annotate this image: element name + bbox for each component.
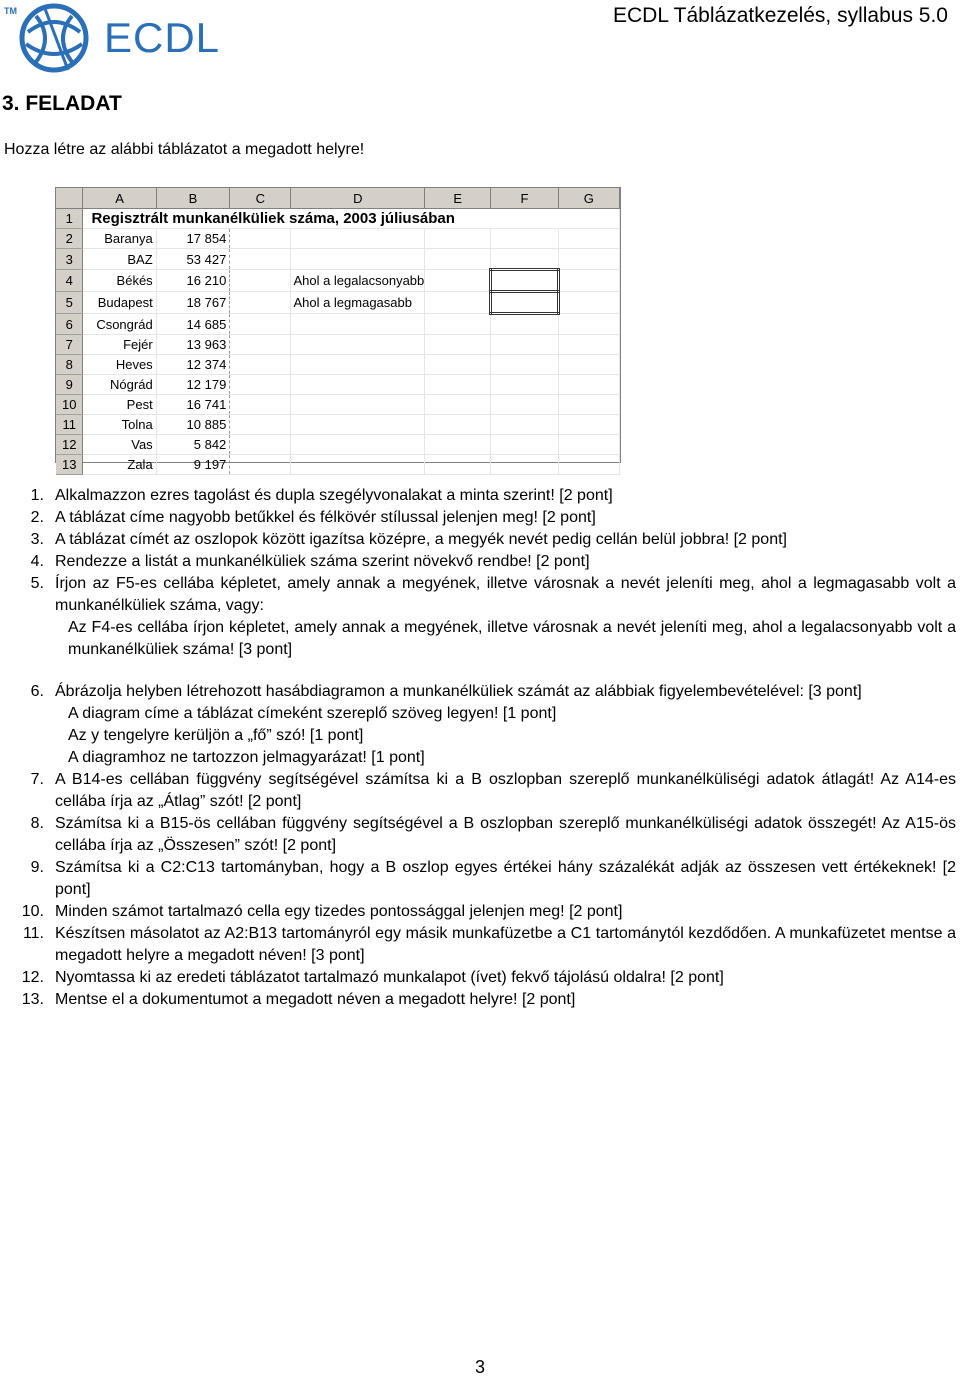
sheet-row <box>56 249 620 270</box>
row-header: 7 <box>56 335 83 355</box>
instruction-item <box>0 507 960 529</box>
count-cell: 13 963 <box>156 335 230 355</box>
empty-cell <box>291 314 425 335</box>
instruction-list <box>0 485 960 1011</box>
empty-cell <box>230 270 291 292</box>
column-header: F <box>491 188 558 209</box>
instruction-text: A táblázat címe nagyobb betűkkel és félkövér stílussal jelenjen meg! [2 pont] <box>55 509 596 526</box>
label-highest-cell: Ahol a legmagasabb <box>291 292 425 314</box>
sheet-row <box>56 355 620 375</box>
empty-cell <box>425 415 491 435</box>
count-cell: 9 197 <box>156 455 230 475</box>
instruction-item <box>0 901 960 923</box>
county-cell: Békés <box>83 270 156 292</box>
row-header: 9 <box>56 375 83 395</box>
empty-cell <box>425 335 491 355</box>
empty-cell <box>230 435 291 455</box>
instruction-text: Alkalmazzon ezres tagolást és dupla szegélyvonalakat a minta szerint! [2 pont] <box>55 487 613 504</box>
empty-cell <box>558 249 619 270</box>
instruction-number: 8. <box>30 815 44 832</box>
empty-cell <box>425 375 491 395</box>
empty-cell <box>491 435 558 455</box>
column-header: A <box>83 188 156 209</box>
instruction-number: 12. <box>21 969 44 986</box>
empty-cell <box>425 435 491 455</box>
empty-cell <box>558 270 619 292</box>
spreadsheet-grid <box>56 188 620 475</box>
empty-cell <box>230 292 291 314</box>
empty-cell <box>291 335 425 355</box>
instruction-item <box>0 923 960 967</box>
empty-cell <box>425 270 491 292</box>
instruction-number: 11. <box>22 925 44 942</box>
instruction-text: Ábrázolja helyben létrehozott hasábdiagramon a munkanélküliek számát az alábbiak figyelembevételével: [3 pont] <box>55 683 862 700</box>
empty-cell <box>558 292 619 314</box>
empty-cell <box>491 335 558 355</box>
instruction-text: Rendezze a listát a munkanélküliek száma szerint növekvő rendbe! [2 pont] <box>55 553 590 570</box>
count-cell: 12 374 <box>156 355 230 375</box>
empty-cell <box>230 335 291 355</box>
empty-cell <box>230 355 291 375</box>
instruction-number: 1. <box>30 487 44 504</box>
page-number: 3 <box>474 1357 485 1377</box>
empty-cell <box>291 249 425 270</box>
instruction-text: Készítsen másolatot az A2:B13 tartományról egy másik munkafüzetbe a C1 tartománytól kezdődően. A munkafüzetet mentse a megadott helyre a megadott néven! [3 pont] <box>55 925 956 964</box>
county-cell: Fejér <box>83 335 156 355</box>
column-header: D <box>291 188 425 209</box>
instruction-text: A B14-es cellában függvény segítségével számítsa ki a B oszlopban szereplő munkanélküliségi adatok átlagát! Az A14-es cellába írja az „Átlag” szót! [2 pont] <box>55 771 956 810</box>
task-intro: Hozza létre az alábbi táblázatot a megadott helyre! <box>4 141 365 158</box>
empty-cell <box>230 395 291 415</box>
result-cell-f5 <box>491 292 558 314</box>
county-cell: BAZ <box>83 249 156 270</box>
count-cell: 10 885 <box>156 415 230 435</box>
sheet-row <box>56 435 620 455</box>
row-header: 12 <box>56 435 83 455</box>
column-header: E <box>425 188 491 209</box>
instruction-number: 13. <box>21 991 44 1008</box>
empty-cell <box>558 229 619 249</box>
empty-cell <box>558 435 619 455</box>
county-cell: Nógrád <box>83 375 156 395</box>
empty-cell <box>558 375 619 395</box>
county-cell: Budapest <box>83 292 156 314</box>
sheet-row <box>56 314 620 335</box>
empty-cell <box>491 415 558 435</box>
row-header: 6 <box>56 314 83 335</box>
instruction-subpoint: A diagramhoz ne tartozzon jelmagyarázat! [1 pont] <box>68 749 425 766</box>
instruction-item <box>0 989 960 1011</box>
county-cell: Baranya <box>83 229 156 249</box>
instruction-text: A táblázat címét az oszlopok között igazítsa középre, a megyék nevét pedig cellán belül jobbra! [2 pont] <box>55 531 787 548</box>
empty-cell <box>230 375 291 395</box>
row-header: 1 <box>56 209 83 229</box>
sheet-row <box>56 292 620 314</box>
empty-cell <box>230 229 291 249</box>
count-cell: 14 685 <box>156 314 230 335</box>
empty-cell <box>558 455 619 475</box>
instruction-number: 9. <box>30 859 44 876</box>
row-header: 3 <box>56 249 83 270</box>
sheet-row <box>56 375 620 395</box>
row-header: 8 <box>56 355 83 375</box>
empty-cell <box>558 355 619 375</box>
county-cell: Vas <box>83 435 156 455</box>
header-title: ECDL Táblázatkezelés, syllabus 5.0 <box>612 4 948 27</box>
trademark-mark: TM <box>4 6 17 16</box>
empty-cell <box>491 229 558 249</box>
empty-cell <box>230 314 291 335</box>
county-cell: Csongrád <box>83 314 156 335</box>
row-header: 11 <box>56 415 83 435</box>
count-cell: 12 179 <box>156 375 230 395</box>
empty-cell <box>425 249 491 270</box>
sheet-row <box>56 335 620 355</box>
instruction-number: 4. <box>30 553 44 570</box>
instruction-item <box>0 485 960 507</box>
county-cell: Heves <box>83 355 156 375</box>
sheet-row <box>56 395 620 415</box>
empty-cell <box>558 335 619 355</box>
column-header: G <box>558 188 619 209</box>
empty-cell <box>291 395 425 415</box>
instruction-text: Írjon az F5-es cellába képletet, amely annak a megyének, illetve városnak a nevét jeleníti meg, ahol a legmagasabb volt a munkanélküliek száma, vagy: <box>55 575 956 614</box>
empty-cell <box>558 314 619 335</box>
count-cell: 18 767 <box>156 292 230 314</box>
instruction-text: Mentse el a dokumentumot a megadott néven a megadott helyre! [2 pont] <box>55 991 576 1008</box>
instruction-number: 5. <box>30 575 44 592</box>
empty-cell <box>491 355 558 375</box>
column-header: B <box>156 188 230 209</box>
empty-cell <box>425 292 491 314</box>
spreadsheet-sample <box>55 187 621 472</box>
task-title: 3. FELADAT <box>2 92 122 115</box>
empty-cell <box>291 375 425 395</box>
brand-wordmark: ECDL <box>104 14 221 61</box>
instruction-item <box>0 967 960 989</box>
instruction-item <box>0 573 960 661</box>
count-cell: 16 741 <box>156 395 230 415</box>
empty-cell <box>425 455 491 475</box>
instruction-text: Számítsa ki a C2:C13 tartományban, hogy a B oszlop egyes értékei hány százalékát adják az összesen vett értékeknek! [2 pont] <box>55 859 956 898</box>
row-header: 13 <box>56 455 83 475</box>
county-cell: Tolna <box>83 415 156 435</box>
empty-cell <box>491 249 558 270</box>
instruction-number: 2. <box>30 509 44 526</box>
empty-cell <box>230 455 291 475</box>
instruction-subtext: Az F4-es cellába írjon képletet, amely annak a megyének, illetve városnak a nevét jeleníti meg, ahol a legalacsonyabb volt a munkanélküliek száma! [3 pont] <box>68 619 956 658</box>
column-header: C <box>230 188 291 209</box>
result-cell-f4 <box>491 270 558 292</box>
empty-cell <box>291 229 425 249</box>
sheet-row <box>56 415 620 435</box>
county-cell: Zala <box>83 455 156 475</box>
row-header: 4 <box>56 270 83 292</box>
empty-cell <box>425 395 491 415</box>
instruction-number: 10. <box>21 903 44 920</box>
instruction-text: Számítsa ki a B15-ös cellában függvény segítségével a B oszlopban szereplő munkanélküliségi adatok összegét! Az A15-ös cellába írja az „Összesen” szót! [2 pont] <box>55 815 956 854</box>
empty-cell <box>491 375 558 395</box>
sheet-row <box>56 270 620 292</box>
count-cell: 16 210 <box>156 270 230 292</box>
instruction-item <box>0 769 960 813</box>
label-lowest-cell: Ahol a legalacsonyabb <box>291 270 425 292</box>
instruction-text: Minden számot tartalmazó cella egy tizedes pontossággal jelenjen meg! [2 pont] <box>55 903 623 920</box>
row-header: 2 <box>56 229 83 249</box>
empty-cell <box>491 395 558 415</box>
instruction-text: Nyomtassa ki az eredeti táblázatot tartalmazó munkalapot (ívet) fekvő tájolású oldalra! [2 pont] <box>55 969 724 986</box>
empty-cell <box>291 355 425 375</box>
sheet-row <box>56 229 620 249</box>
sheet-title-cell: Regisztrált munkanélküliek száma, 2003 júliusában <box>83 209 620 229</box>
instruction-item <box>0 857 960 901</box>
sheet-row <box>56 455 620 475</box>
instruction-item <box>0 529 960 551</box>
empty-cell <box>425 314 491 335</box>
empty-cell <box>230 249 291 270</box>
instruction-subpoint: A diagram címe a táblázat címeként szereplő szöveg legyen! [1 pont] <box>68 705 557 722</box>
empty-cell <box>230 415 291 435</box>
empty-cell <box>491 314 558 335</box>
instruction-item <box>0 813 960 857</box>
empty-cell <box>425 355 491 375</box>
empty-cell <box>558 395 619 415</box>
empty-cell <box>291 455 425 475</box>
instruction-item <box>0 551 960 573</box>
sheet-row <box>56 209 620 229</box>
count-cell: 5 842 <box>156 435 230 455</box>
corner-cell <box>56 188 83 209</box>
instruction-subpoint: Az y tengelyre kerüljön a „fő” szó! [1 pont] <box>68 727 364 744</box>
empty-cell <box>291 435 425 455</box>
row-header: 10 <box>56 395 83 415</box>
row-header: 5 <box>56 292 83 314</box>
ecdl-logo <box>4 2 224 74</box>
instruction-number: 7. <box>30 771 44 788</box>
count-cell: 17 854 <box>156 229 230 249</box>
instruction-number: 6. <box>30 683 44 700</box>
ecdl-logo-icon <box>14 2 96 74</box>
empty-cell <box>491 455 558 475</box>
count-cell: 53 427 <box>156 249 230 270</box>
instruction-item <box>0 681 960 769</box>
county-cell: Pest <box>83 395 156 415</box>
empty-cell <box>291 415 425 435</box>
instruction-number: 3. <box>30 531 44 548</box>
empty-cell <box>425 229 491 249</box>
empty-cell <box>558 415 619 435</box>
